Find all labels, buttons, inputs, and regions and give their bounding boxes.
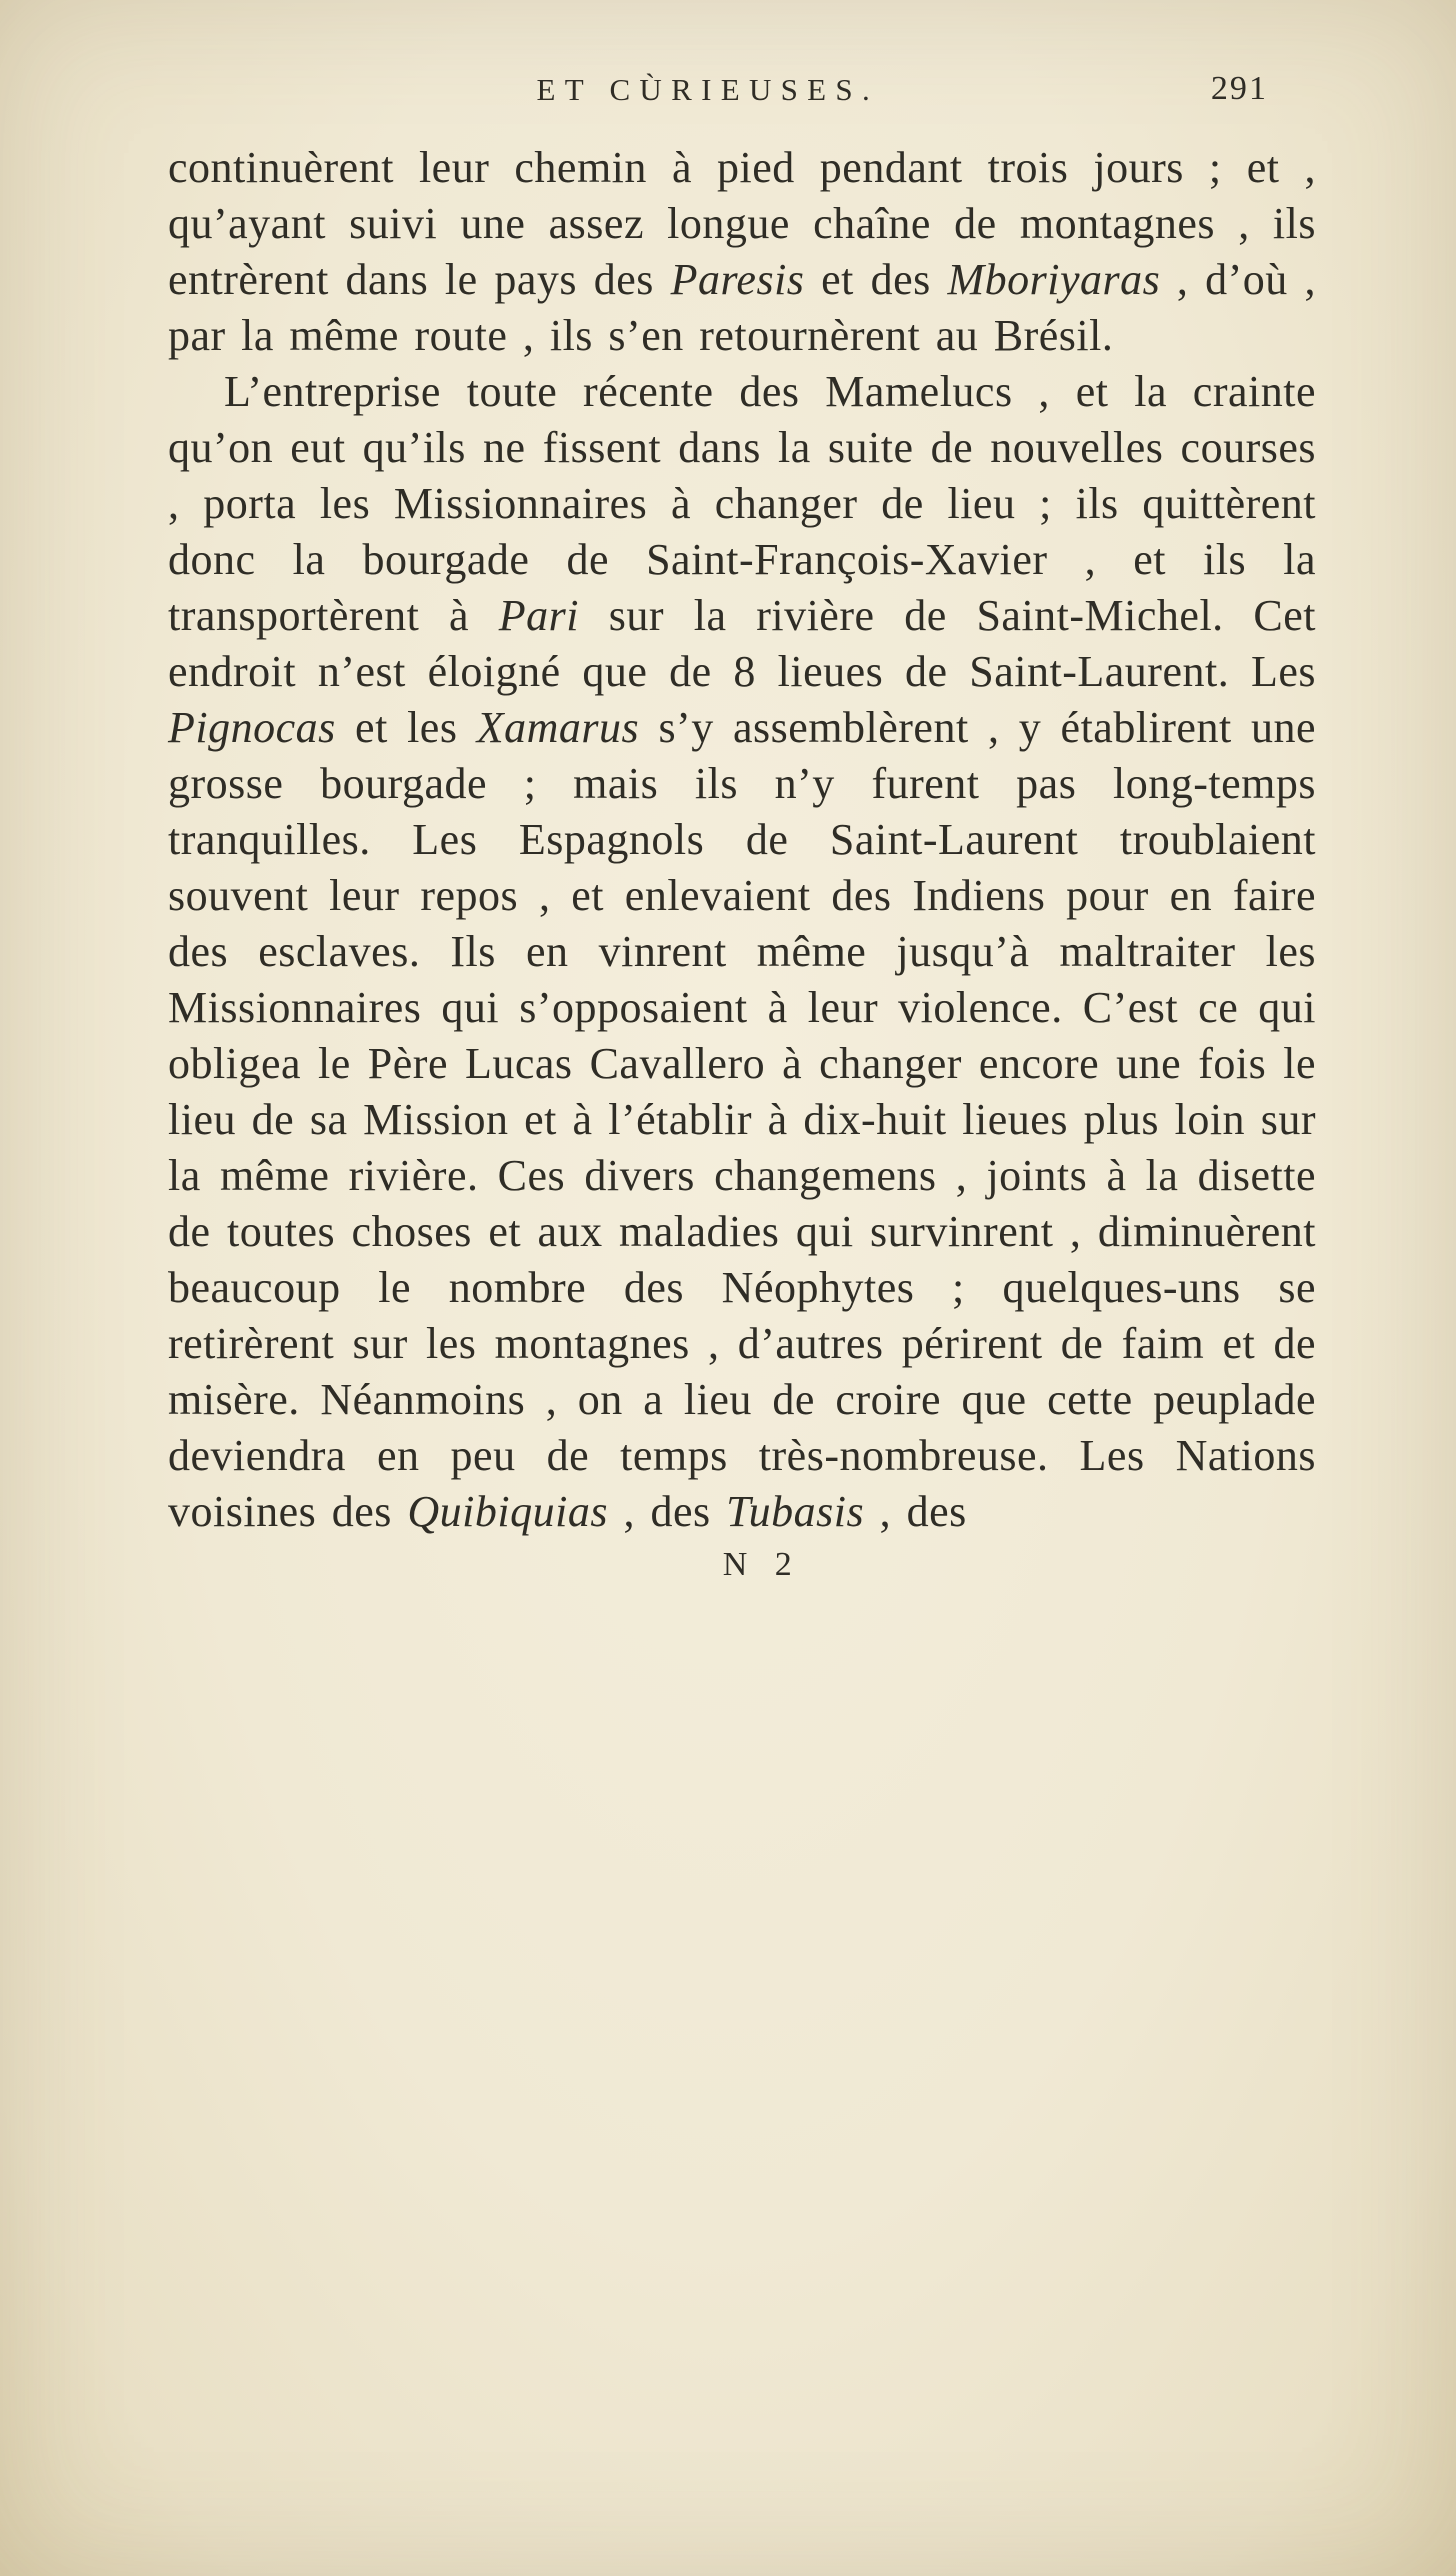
italic-text-run: Tubasis (726, 1487, 865, 1536)
body-text (168, 140, 1316, 1540)
text-run: et les (335, 703, 477, 752)
page-number: 291 (1210, 70, 1268, 107)
text-run: L’entreprise toute récente des Mamelucs , et la crainte qu’on eut qu’ils ne fissent dans la suite de nouvelles courses , porta les Missionnaires à changer de lieu ; ils quittèrent donc la bourgade de Saint-François-Xavier , et ils la transportèrent à (168, 367, 1316, 640)
italic-text-run: Quibiquias (407, 1487, 608, 1536)
italic-text-run: Paresis (670, 255, 805, 304)
page-footer (168, 1546, 1316, 1584)
text-run: s’y assemblèrent , y établirent une grosse bourgade ; mais ils n’y furent pas long-temps tranquilles. Les Espagnols de Saint-Laurent troublaient souvent leur repos , et enlevaient des Indiens pour en faire des esclaves. Ils en vinrent même jusqu’à maltraiter les Missionnaires qui s’opposaient à leur violence. C’est ce qui obligea le Père Lucas Cavallero à changer encore une fois le lieu de sa Mission et à l’établir à dix-huit lieues plus loin sur la même rivière. Ces divers changemens , joints à la disette de toutes choses et aux maladies qui survinrent , diminuèrent beaucoup le nombre des Néophytes ; quelques-uns se retirèrent sur les montagnes , d’autres périrent de faim et de misère. Néanmoins , on a lieu de croire que cette peuplade deviendra en peu de temps très-nombreuse. Les Nations voisines des (168, 703, 1316, 1536)
italic-text-run: Pignocas (168, 703, 336, 752)
paragraph (168, 140, 1316, 364)
italic-text-run: Mboriyaras (947, 255, 1161, 304)
paragraph (168, 364, 1316, 1540)
running-title: ET CÙRIEUSES. (536, 72, 880, 107)
italic-text-run: Pari (498, 591, 580, 640)
text-run: , des (864, 1487, 967, 1536)
book-page (168, 72, 1316, 1584)
text-run: , des (607, 1487, 727, 1536)
text-run: sur la rivière de Saint-Michel. Cet endroit n’est éloigné que de 8 lieues de Saint-Laurent. Les (168, 591, 1316, 696)
signature-mark: N 2 (722, 1546, 802, 1583)
text-run: et des (804, 255, 948, 304)
italic-text-run: Xamarus (476, 703, 640, 752)
text-run: continuèrent leur chemin à pied pendant trois jours ; et , qu’ayant suivi une assez longue chaîne de montagnes , ils entrèrent dans le pays des (168, 143, 1316, 304)
text-run: , d’où , par la même route , ils s’en retournèrent au Brésil. (168, 255, 1316, 360)
page-header (168, 72, 1316, 136)
